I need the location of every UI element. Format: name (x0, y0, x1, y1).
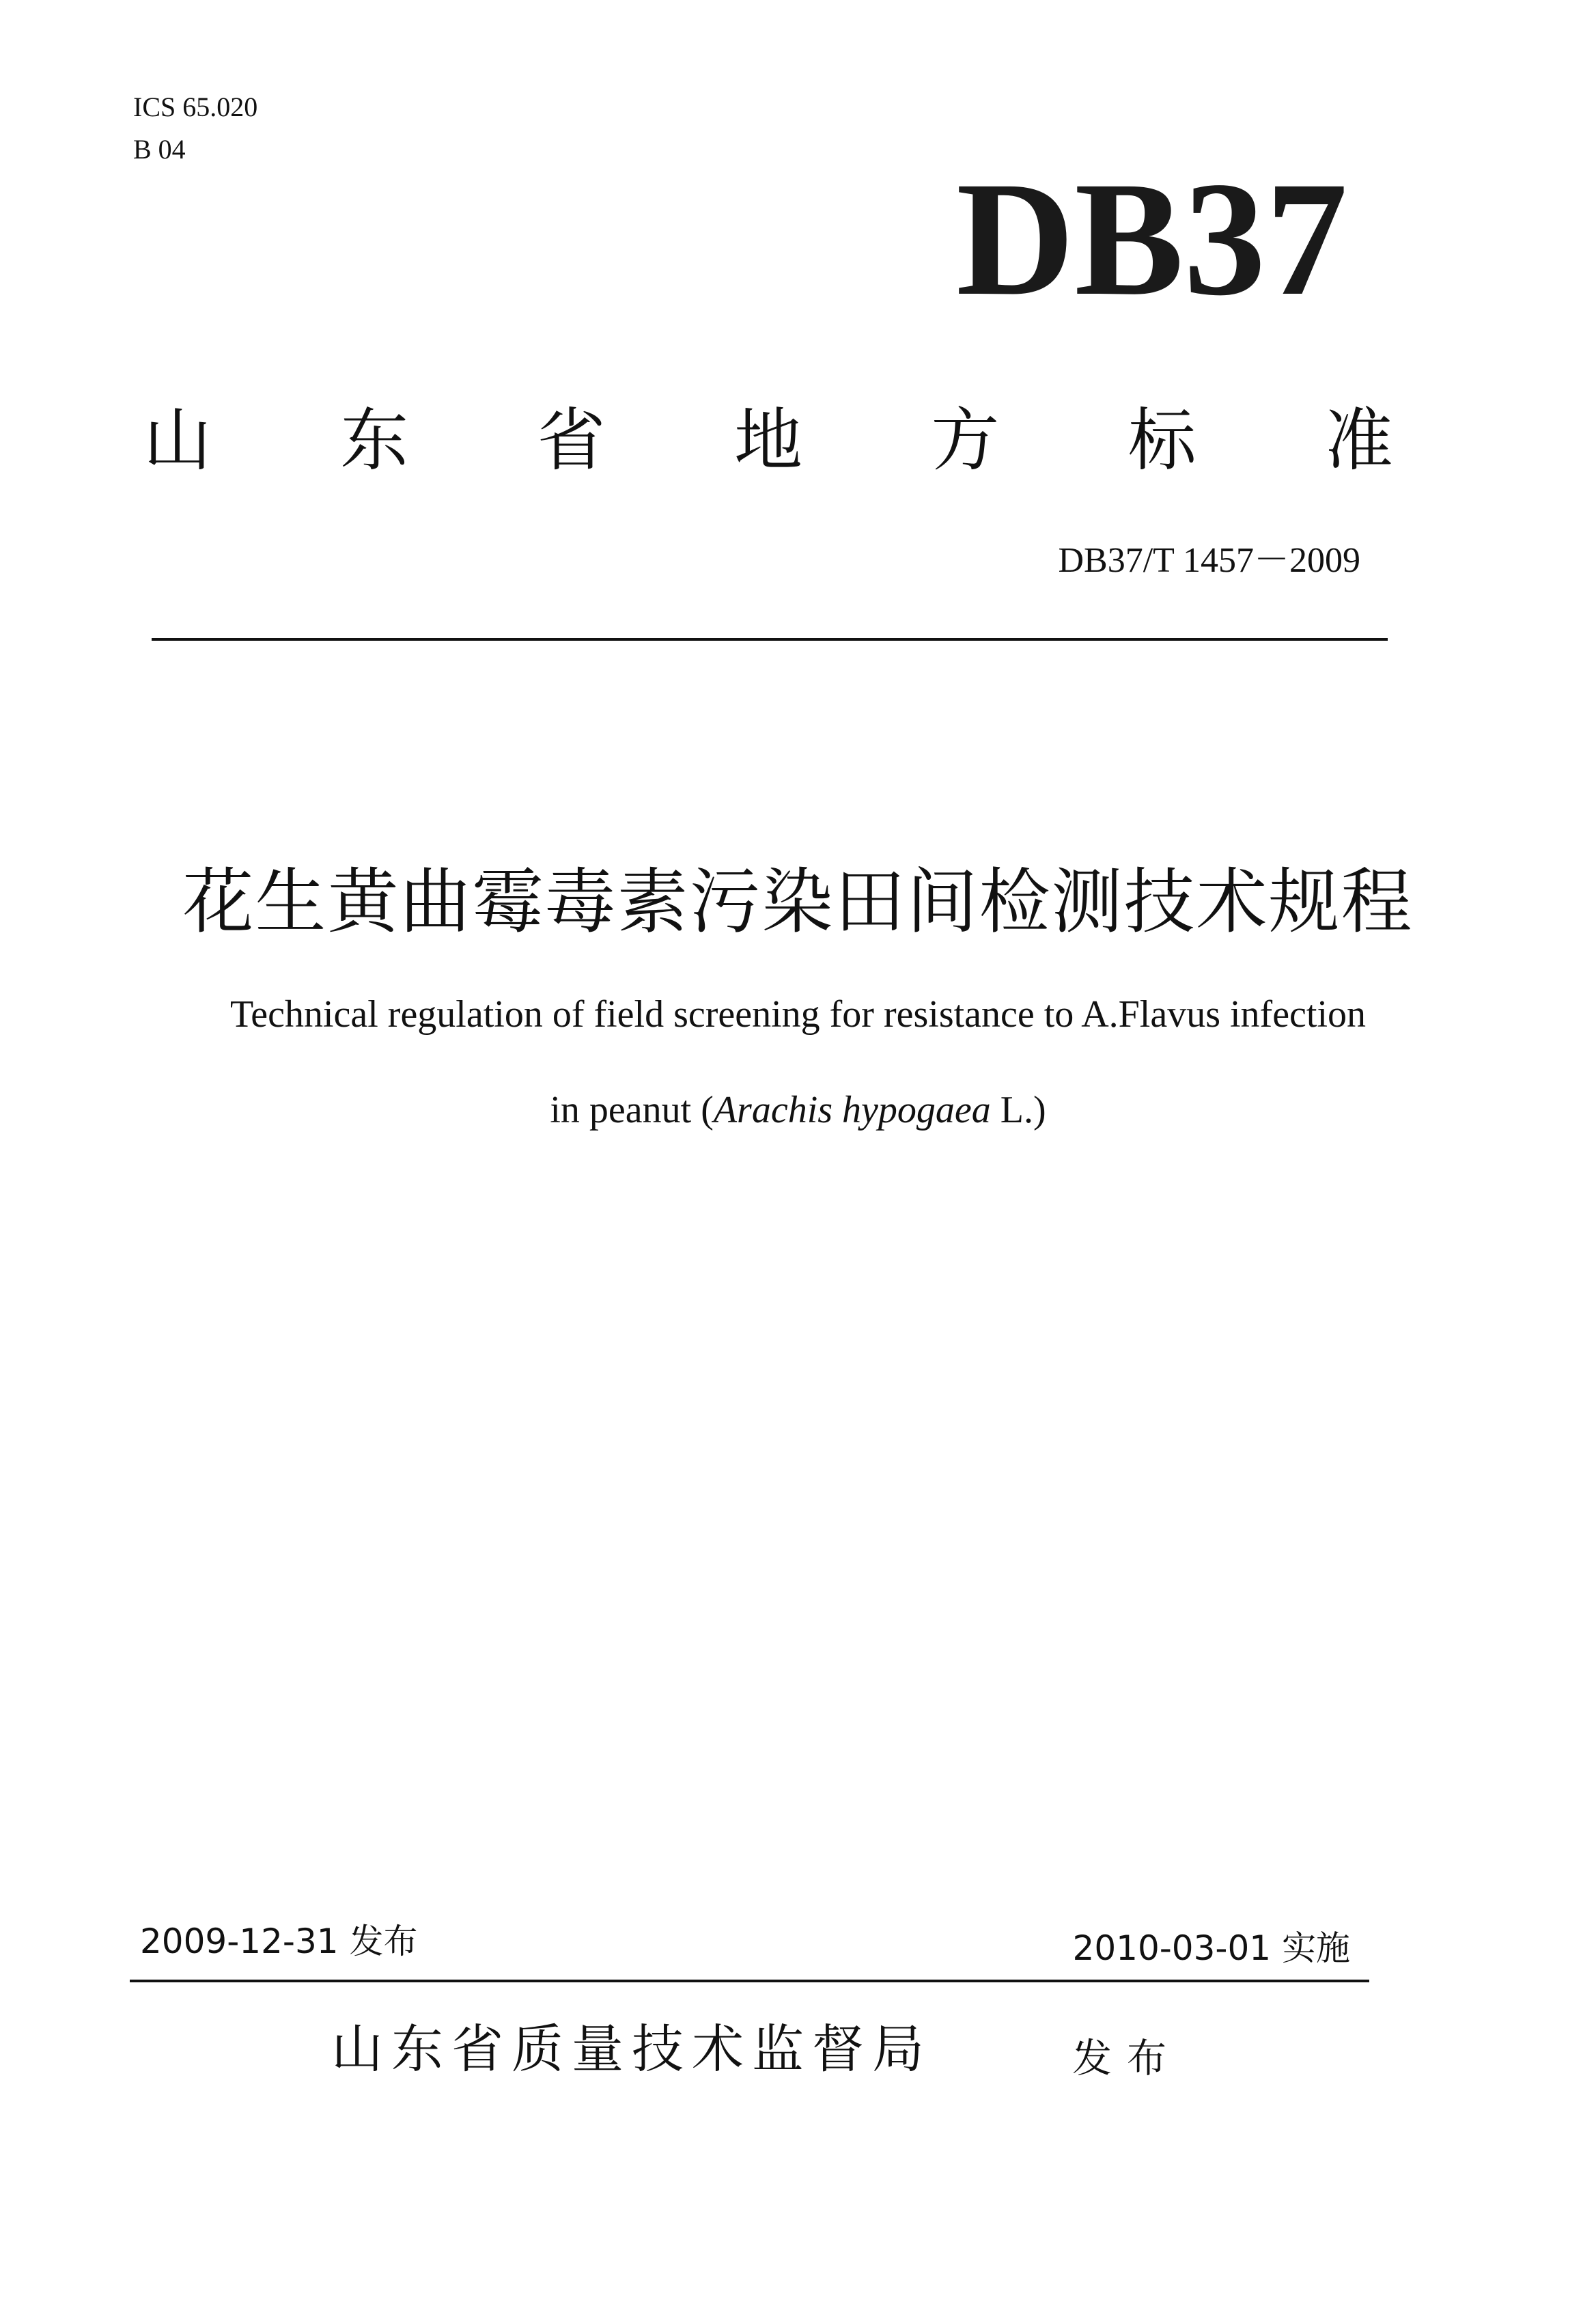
publisher-suffix: 发布 (1072, 2035, 1182, 2081)
standard-type-char: 山 (143, 400, 212, 480)
title-english-line2-prefix: in peanut ( (550, 1089, 714, 1131)
header-divider (152, 638, 1388, 641)
db37-logo (956, 171, 1380, 307)
standard-type-char: 地 (733, 400, 802, 480)
standard-type-char: 省 (537, 400, 606, 480)
standard-type-char: 东 (340, 400, 409, 480)
title-english-line2-suffix: L.) (990, 1089, 1046, 1131)
standard-type-char: 方 (931, 400, 1000, 480)
standard-type-char: 标 (1128, 400, 1196, 480)
title-english-line1: Technical regulation of field screening for resistance to A.Flavus infection (229, 993, 1367, 1036)
publisher-name: 山东省质量技术监督局 (331, 2019, 932, 2079)
title-english-line2 (0, 1086, 1596, 1134)
footer-divider (130, 1980, 1369, 1982)
implementation-date: 2010-03-01 实施 (1072, 1928, 1350, 1968)
standard-number: DB37/T 1457－2009 (1058, 541, 1360, 580)
issue-date: 2009-12-31 发布 (140, 1922, 418, 1961)
title-english-species: Arachis hypogaea (713, 1089, 991, 1131)
standard-type-char: 准 (1324, 400, 1393, 480)
db37-logo-text: DB37 (956, 171, 1348, 307)
classification-code: B 04 (133, 134, 186, 165)
ics-code: ICS 65.020 (133, 92, 258, 122)
title-chinese: 花生黄曲霉毒素污染田间检测技术规程 (182, 860, 1414, 943)
standard-type-heading (143, 396, 1393, 485)
